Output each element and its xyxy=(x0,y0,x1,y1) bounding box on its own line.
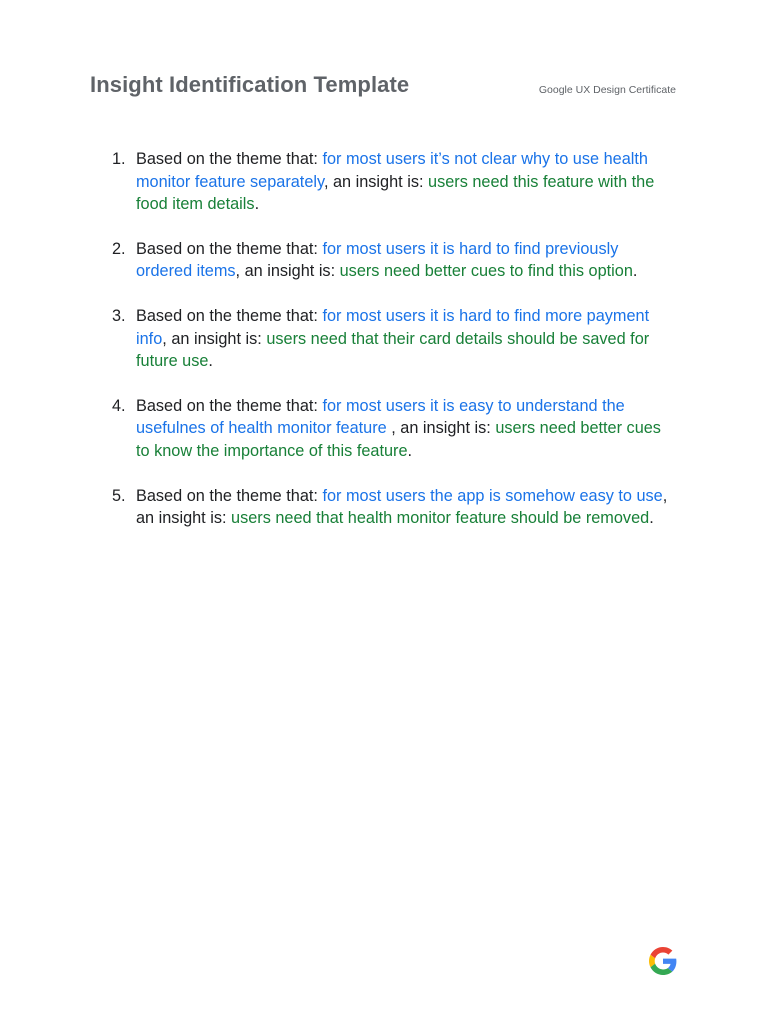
sentence-end: . xyxy=(632,262,638,281)
insight-text: users need better cues to know the importance of this feature xyxy=(136,419,661,460)
theme-prefix: Based on the theme that: xyxy=(136,306,323,325)
item-number: 1. xyxy=(112,150,126,168)
insight-text: users need that their card details should be saved for future use xyxy=(136,329,650,371)
insight-list xyxy=(112,148,678,552)
theme-text: for most users it is easy to understand the usefulnes of health monitor feature xyxy=(136,396,625,438)
item-number: 5. xyxy=(112,486,126,505)
theme-prefix: Based on the theme that: xyxy=(136,486,323,505)
theme-text: for most users it is hard to find previously ordered items xyxy=(136,239,619,281)
item-number: 4. xyxy=(112,396,126,415)
list-item xyxy=(112,395,678,463)
insight-text: users need that health monitor feature should be removed xyxy=(231,509,650,528)
insight-text: users need better cues to find this option xyxy=(339,262,633,281)
theme-text: for most users it is hard to find more payment info xyxy=(136,306,650,348)
page-title: Insight Identification Template xyxy=(90,72,410,97)
insight-connector: , an insight is: xyxy=(391,419,496,438)
sentence-end: . xyxy=(407,441,413,460)
insight-connector: , an insight is: xyxy=(235,262,340,281)
item-number: 2. xyxy=(112,239,126,258)
list-item xyxy=(112,148,678,216)
list-item xyxy=(112,485,678,530)
theme-prefix: Based on the theme that: xyxy=(136,239,323,258)
insight-connector: , an insight is: xyxy=(136,486,668,528)
item-number: 3. xyxy=(112,306,126,325)
list-item xyxy=(112,305,678,373)
insight-connector: , an insight is: xyxy=(323,172,429,191)
certificate-label: Google UX Design Certificate xyxy=(538,84,676,96)
list-item xyxy=(112,238,678,283)
theme-text: for most users it’s not clear why to use health monitor feature separately xyxy=(136,150,648,191)
theme-text: for most users the app is somehow easy to use xyxy=(322,486,663,505)
google-g-icon xyxy=(649,947,677,975)
sentence-end: . xyxy=(208,352,213,371)
theme-prefix: Based on the theme that: xyxy=(136,150,323,168)
theme-prefix: Based on the theme that: xyxy=(136,396,323,415)
sentence-end: . xyxy=(649,509,654,528)
insight-connector: , an insight is: xyxy=(162,329,267,348)
insight-text: users need this feature with the food item details xyxy=(136,172,655,214)
sentence-end: . xyxy=(254,195,260,214)
